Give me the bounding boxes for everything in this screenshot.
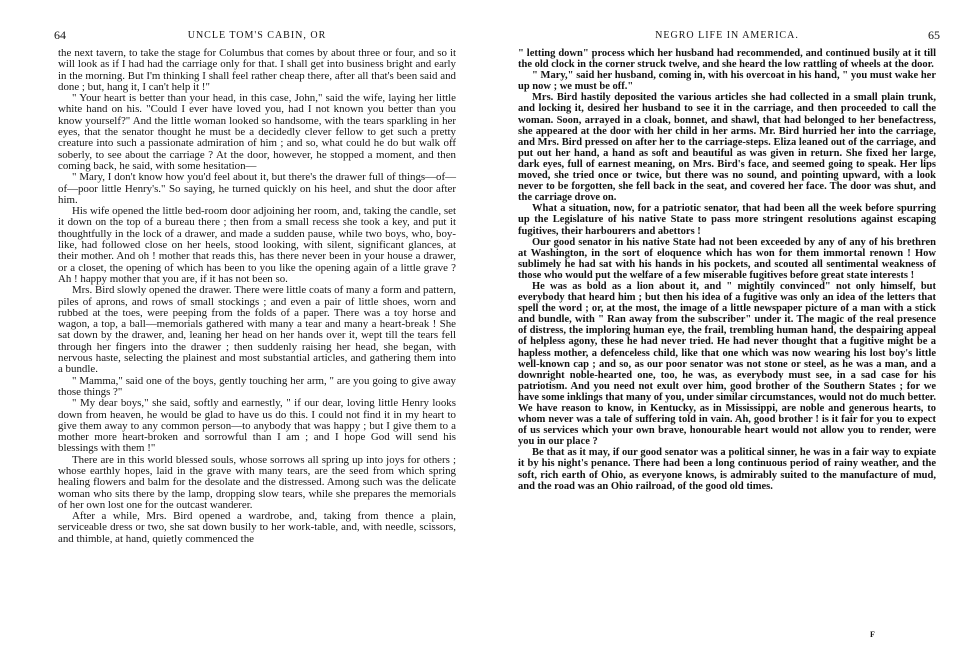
right-page-header — [518, 28, 940, 44]
paragraph: " Mary, I don't know how you'd feel about it, but there's the drawer full of things—of—of—poor little Henry's." So saying, he turned quickly on his heel, and shut the door after him. — [58, 171, 456, 206]
paragraph: His wife opened the little bed-room door adjoining her room, and, taking the candle, set it down on the top of a bureau there ; then from a small recess she took a key, and put it thoughtfully in the lock of a drawer, and made a sudden pause, while two boys, who, boy-like, had followed close on her heels, stood looking, with silent, significant glances, at their mother. And oh ! mother that reads this, has there never been in your house a drawer, or a closet, the opening of which has been to you like the opening again of a little grave ? Ah ! happy mother that you are, if it has not been so. — [58, 205, 456, 285]
right-page-body — [518, 48, 936, 492]
paragraph: After a while, Mrs. Bird opened a wardrobe, and, taking from thence a plain, serviceable dress or two, she sat down busily to her work-table, and, with needle, scissors, and thimble, at hand, quietly commenced the — [58, 510, 456, 545]
left-page — [54, 28, 456, 545]
right-page-number: 65 — [928, 28, 940, 42]
left-running-head: UNCLE TOM'S CABIN, OR — [187, 30, 327, 41]
paragraph: " letting down" process which her husband had recommended, and continued busily at it till the old clock in the corner struck twelve, and she heard the low rattling of wheels at the door. — [518, 48, 936, 71]
paragraph: What a situation, now, for a patriotic senator, that had been all the week before spurring up the Legislature of his native State to pass more stringent resolutions against escaping fugitives, their harbourers and abettors ! — [518, 203, 936, 237]
paragraph: the next tavern, to take the stage for Columbus that comes by about three or four, and so it will look as if I had had the carriage only for that. I shall get into business bright and early in the morning. But I'm thinking I shall feel rather cheap there, after all that's been said and done ; but, hang it, I can't help it !" — [58, 47, 456, 93]
paragraph: " My dear boys," she said, softly and earnestly, " if our dear, loving little Henry looks down from heaven, he would be glad to have us do this. I could not find it in my heart to give them away to any common person—to anybody that was happy ; but I give them to a mother more heart-broken and sorrowful than I am ; and I hope God will send his blessings with them !" — [58, 397, 456, 455]
paragraph: There are in this world blessed souls, whose sorrows all spring up into joys for others ; whose earthly hopes, laid in the grave with many tears, are the seed from which spring healing flowers and balm for the desolate and the distressed. Among such was the delicate woman who sits there by the lamp, dropping slow tears, while she prepares the memorials of her own lost one for the outcast wanderer. — [58, 453, 456, 511]
left-page-number: 64 — [54, 28, 66, 42]
signature-mark: F — [870, 630, 875, 639]
paragraph: Mrs. Bird slowly opened the drawer. There were little coats of many a form and pattern, piles of aprons, and rows of small stockings ; and even a pair of little shoes, worn and rubbed at the toes, were peeping from the folds of a paper. There was a toy horse and wagon, a top, a ball—memorials gathered with many a tear and many a heart-break ! She sat down by the drawer, and, leaning her head on her hands over it, wept till the tears fell through her fingers into the drawer ; then suddenly raising her head, she began, with nervous haste, selecting the plainest and most substantial articles, and gathering them into a bundle. — [58, 284, 456, 376]
left-page-body — [58, 48, 456, 545]
paragraph: " Mamma," said one of the boys, gently touching her arm, " are you going to give away those things ?" — [58, 374, 456, 398]
paragraph: Mrs. Bird hastily deposited the various articles she had collected in a small plain trunk, and locking it, desired her husband to see it in the carriage, and then proceeded to call the woman. Soon, arrayed in a cloak, bonnet, and shawl, that had belonged to her benefactress, she appeared at the door with her child in her arms. Mr. Bird hurried her into the carriage, and Mrs. Bird pressed on after her to the carriage-steps. Eliza leaned out of the carriage, and put out her hand, a hand as soft and beautiful as was given in return. She fixed her large, dark eyes, full of earnest meaning, on Mrs. Bird's face, and seemed going to speak. Her lips moved, she tried once or twice, but there was no sound, and pointing upward, with a look never to be forgotten, she fell back in the seat, and covered her face. The door was shut, and the carriage drove on. — [518, 92, 936, 204]
left-page-header — [54, 28, 456, 44]
right-running-head: NEGRO LIFE IN AMERICA. — [655, 30, 799, 41]
paragraph: Be that as it may, if our good senator was a political sinner, he was in a fair way to expiate it by his night's penance. There had been a long continuous period of rainy weather, and the soft, rich earth of Ohio, as everyone knows, is admirably suited to the manufacture of mud, and the road was an Ohio railroad, of the good old times. — [518, 447, 936, 492]
right-page — [518, 28, 940, 492]
paragraph: " Your heart is better than your head, in this case, John," said the wife, laying her little white hand on his. "Could I ever have loved you, had I not known you better than you know yourself?" And the little woman looked so handsome, with the tears sparkling in her eyes, that the senator thought he must be a decidedly clever fellow to get such a pretty creature into such a passionate admiration of him ; and so, what could he do but walk off soberly, to see about the carriage ? At the door, however, he stopped a moment, and then coming back, he said, with some hesitation— — [58, 92, 456, 172]
paragraph: Our good senator in his native State had not been exceeded by any of any of his brethren at Washington, in the sort of eloquence which has won for them immortal renown ! How sublimely he had sat with his hands in his pockets, and scouted all sentimental weakness of those who would put the welfare of a few miserable fugitives before great state interests ! — [518, 236, 936, 281]
paragraph: He was as bold as a lion about it, and " mightily convinced" not only himself, but everybody that heard him ; but then his idea of a fugitive was only an idea of the letters that spell the word ; or, at the most, the image of a little newspaper picture of a man with a stick and bundle, with " Ran away from the subscriber" under it. The magic of the real presence of distress, the imploring human eye, the frail, trembling human hand, the despairing appeal of helpless agony, these he had never tried. He had never thought that a fugitive might be a hapless mother, a defenceless child, like that one which was now wearing his lost boy's little well-known cap ; and so, as our poor senator was not stone or steel, as he was a man, and a downright noble-hearted one, too, he was, as everybody must see, in a sad case for his patriotism. And you need not exult over him, good brother of the Southern States ; for we have some inklings that many of you, under similar circumstances, would not do much better. We have reason to know, in Kentucky, as in Mississippi, are noble and generous hearts, to whom never was a tale of suffering told in vain. Ah, good brother ! is it fair for you to expect of us services which your own brave, honourable heart would not allow you to render, were you in our place ? — [518, 280, 936, 448]
paragraph: " Mary," said her husband, coming in, with his overcoat in his hand, " you must wake her up now ; we must be off." — [518, 70, 936, 93]
